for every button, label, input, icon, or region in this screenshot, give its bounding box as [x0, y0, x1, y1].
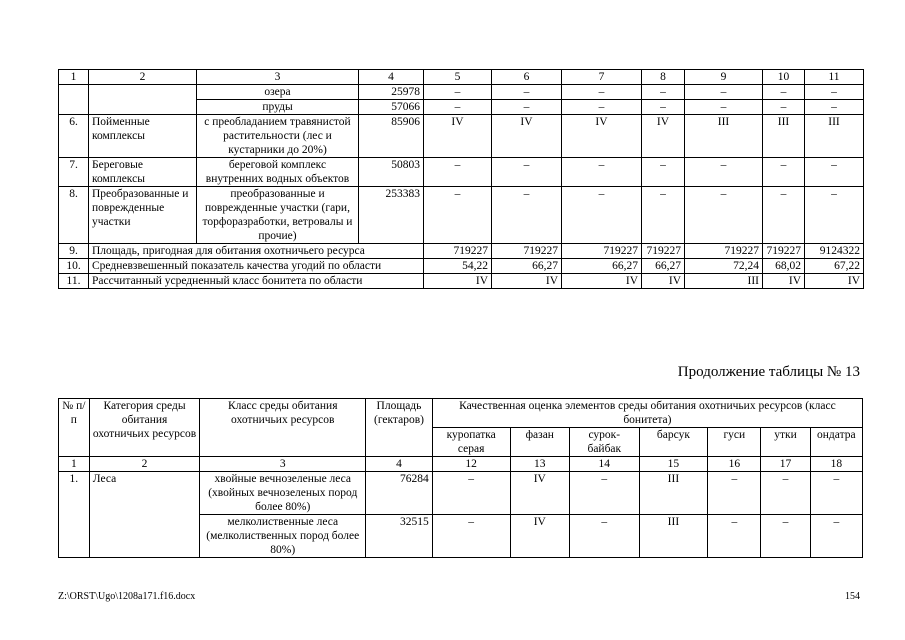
species-header-cell: утки	[761, 428, 810, 457]
bonitet-cell: –	[810, 472, 862, 515]
bonitet-cell: –	[685, 100, 763, 115]
table-row	[59, 100, 864, 115]
summary-value-cell: 54,22	[424, 259, 492, 274]
area-cell: 32515	[366, 515, 433, 558]
bonitet-cell: –	[810, 515, 862, 558]
column-number-cell: 2	[89, 70, 197, 85]
area-cell: 50803	[359, 158, 424, 187]
summary-value-cell: 66,27	[642, 259, 685, 274]
column-number-cell: 4	[359, 70, 424, 85]
species-header-cell: ондатра	[810, 428, 862, 457]
header-row	[59, 70, 864, 85]
area-cell: 253383	[359, 187, 424, 244]
bonitet-cell: –	[432, 515, 510, 558]
bonitet-cell: –	[642, 85, 685, 100]
species-header-cell: гуси	[708, 428, 761, 457]
habitat-class-cell: с преобладанием травянистой растительности (лес и кустарники до 20%)	[197, 115, 359, 158]
bonitet-cell: –	[569, 472, 639, 515]
category-cell: Преобразованные и поврежденные участки	[89, 187, 197, 244]
column-number-cell: 3	[197, 70, 359, 85]
summary-value-cell: 66,27	[562, 259, 642, 274]
column-number-cell: 2	[89, 457, 200, 472]
bonitet-cell: –	[805, 100, 864, 115]
summary-value-cell: III	[685, 274, 763, 289]
category-cell: Леса	[89, 472, 200, 515]
summary-label-cell: Рассчитанный усредненный класс бонитета по области	[89, 274, 424, 289]
column-number-cell: 3	[200, 457, 366, 472]
row-number-cell: 8.	[59, 187, 89, 244]
habitat-class-cell: хвойные вечнозеленые леса (хвойных вечнозеленых пород более 80%)	[200, 472, 366, 515]
summary-value-cell: IV	[424, 274, 492, 289]
bonitet-cell: –	[763, 187, 805, 244]
bonitet-cell: III	[805, 115, 864, 158]
area-cell: 57066	[359, 100, 424, 115]
bonitet-cell: –	[424, 187, 492, 244]
summary-value-cell: 66,27	[492, 259, 562, 274]
category-cell	[89, 100, 197, 115]
bonitet-cell: –	[492, 85, 562, 100]
column-number-row	[59, 457, 863, 472]
bonitet-cell: –	[424, 85, 492, 100]
summary-value-cell: IV	[642, 274, 685, 289]
bonitet-cell: –	[685, 85, 763, 100]
area-cell: 76284	[366, 472, 433, 515]
column-number-cell: 9	[685, 70, 763, 85]
table-row	[59, 472, 863, 515]
table-row	[59, 187, 864, 244]
category-cell: Береговые комплексы	[89, 158, 197, 187]
bonitet-cell: –	[805, 158, 864, 187]
column-number-cell: 8	[642, 70, 685, 85]
bonitet-cell: –	[685, 187, 763, 244]
column-number-cell: 12	[432, 457, 510, 472]
habitat-class-cell: преобразованные и поврежденные участки (гари, торфоразработки, ветровалы и прочие)	[197, 187, 359, 244]
bonitet-cell: IV	[510, 515, 569, 558]
column-number-cell: 13	[510, 457, 569, 472]
summary-value-cell: 9124322	[805, 244, 864, 259]
bonitet-cell: –	[424, 158, 492, 187]
summary-value-cell: 719227	[492, 244, 562, 259]
column-number-cell: 1	[59, 457, 90, 472]
row-number-cell	[59, 515, 90, 558]
row-number-cell: 7.	[59, 158, 89, 187]
column-number-cell: 16	[708, 457, 761, 472]
footer-file-path: Z:\ORST\Ugo\1208a171.f16.docx	[58, 591, 196, 602]
column-number-cell: 10	[763, 70, 805, 85]
column-number-cell: 14	[569, 457, 639, 472]
bonitet-cell: –	[562, 85, 642, 100]
category-cell	[89, 85, 197, 100]
header-class-cell: Класс среды обитания охотничьих ресурсов	[200, 399, 366, 457]
summary-label-cell: Средневзвешенный показатель качества угодий по области	[89, 259, 424, 274]
bonitet-cell: –	[708, 515, 761, 558]
row-number-cell	[59, 85, 89, 100]
bonitet-cell: –	[708, 472, 761, 515]
bonitet-cell: –	[562, 100, 642, 115]
bonitet-cell: –	[492, 187, 562, 244]
bonitet-cell: IV	[424, 115, 492, 158]
bonitet-cell: IV	[562, 115, 642, 158]
header-area-cell: Площадь (гектаров)	[366, 399, 433, 457]
column-number-cell: 18	[810, 457, 862, 472]
summary-value-cell: IV	[492, 274, 562, 289]
summary-value-cell: 67,22	[805, 259, 864, 274]
bonitet-cell: IV	[642, 115, 685, 158]
bonitet-cell: –	[761, 515, 810, 558]
bonitet-cell: –	[805, 187, 864, 244]
column-number-cell: 4	[366, 457, 433, 472]
bonitet-cell: III	[639, 472, 708, 515]
bonitet-cell: –	[761, 472, 810, 515]
table-13-continuation	[58, 398, 863, 558]
area-cell: 25978	[359, 85, 424, 100]
bonitet-cell: III	[639, 515, 708, 558]
row-number-cell: 1.	[59, 472, 90, 515]
species-header-cell: фазан	[510, 428, 569, 457]
summary-value-cell: 719227	[642, 244, 685, 259]
bonitet-cell: –	[569, 515, 639, 558]
bonitet-cell: –	[424, 100, 492, 115]
species-header-cell: сурок-байбак	[569, 428, 639, 457]
footer-page-number: 154	[845, 591, 860, 602]
summary-value-cell: 719227	[763, 244, 805, 259]
bonitet-cell: III	[763, 115, 805, 158]
row-number-cell	[59, 100, 89, 115]
category-cell	[89, 515, 200, 558]
summary-value-cell: 719227	[424, 244, 492, 259]
habitat-class-cell: пруды	[197, 100, 359, 115]
bonitet-cell: –	[642, 158, 685, 187]
header-category-cell: Категория среды обитания охотничьих ресурсов	[89, 399, 200, 457]
summary-value-cell: IV	[763, 274, 805, 289]
habitat-class-cell: озера	[197, 85, 359, 100]
bonitet-cell: –	[642, 187, 685, 244]
summary-value-cell: 68,02	[763, 259, 805, 274]
summary-value-cell: 719227	[685, 244, 763, 259]
bonitet-cell: IV	[510, 472, 569, 515]
bonitet-cell: –	[562, 187, 642, 244]
column-number-cell: 7	[562, 70, 642, 85]
bonitet-cell: –	[642, 100, 685, 115]
area-cell: 85906	[359, 115, 424, 158]
header-quality-cell: Качественная оценка элементов среды обитания охотничьих ресурсов (класс бонитета)	[432, 399, 862, 428]
bonitet-cell: –	[685, 158, 763, 187]
table-continued-top	[58, 69, 864, 289]
column-number-cell: 15	[639, 457, 708, 472]
bonitet-cell: –	[492, 100, 562, 115]
table-row	[59, 115, 864, 158]
summary-value-cell: IV	[805, 274, 864, 289]
habitat-class-cell: береговой комплекс внутренних водных объектов	[197, 158, 359, 187]
table-row	[59, 158, 864, 187]
table-caption: Продолжение таблицы № 13	[677, 364, 860, 380]
summary-value-cell: 72,24	[685, 259, 763, 274]
summary-row	[59, 274, 864, 289]
species-header-cell: барсук	[639, 428, 708, 457]
row-number-cell: 11.	[59, 274, 89, 289]
row-number-cell: 10.	[59, 259, 89, 274]
bonitet-cell: –	[492, 158, 562, 187]
column-number-cell: 5	[424, 70, 492, 85]
summary-row	[59, 244, 864, 259]
column-number-cell: 17	[761, 457, 810, 472]
column-number-cell: 11	[805, 70, 864, 85]
header-num-cell: № п/п	[59, 399, 90, 457]
table-row	[59, 85, 864, 100]
row-number-cell: 9.	[59, 244, 89, 259]
header-row	[59, 399, 863, 428]
bonitet-cell: IV	[492, 115, 562, 158]
bonitet-cell: –	[805, 85, 864, 100]
summary-label-cell: Площадь, пригодная для обитания охотничьего ресурса	[89, 244, 424, 259]
row-number-cell: 6.	[59, 115, 89, 158]
column-number-cell: 1	[59, 70, 89, 85]
column-number-cell: 6	[492, 70, 562, 85]
summary-row	[59, 259, 864, 274]
bonitet-cell: –	[763, 85, 805, 100]
table-row	[59, 515, 863, 558]
bonitet-cell: –	[763, 100, 805, 115]
summary-value-cell: IV	[562, 274, 642, 289]
summary-value-cell: 719227	[562, 244, 642, 259]
bonitet-cell: III	[685, 115, 763, 158]
category-cell: Пойменные комплексы	[89, 115, 197, 158]
bonitet-cell: –	[432, 472, 510, 515]
species-header-cell: куропатка серая	[432, 428, 510, 457]
bonitet-cell: –	[763, 158, 805, 187]
bonitet-cell: –	[562, 158, 642, 187]
habitat-class-cell: мелколиственные леса (мелколиственных пород более 80%)	[200, 515, 366, 558]
